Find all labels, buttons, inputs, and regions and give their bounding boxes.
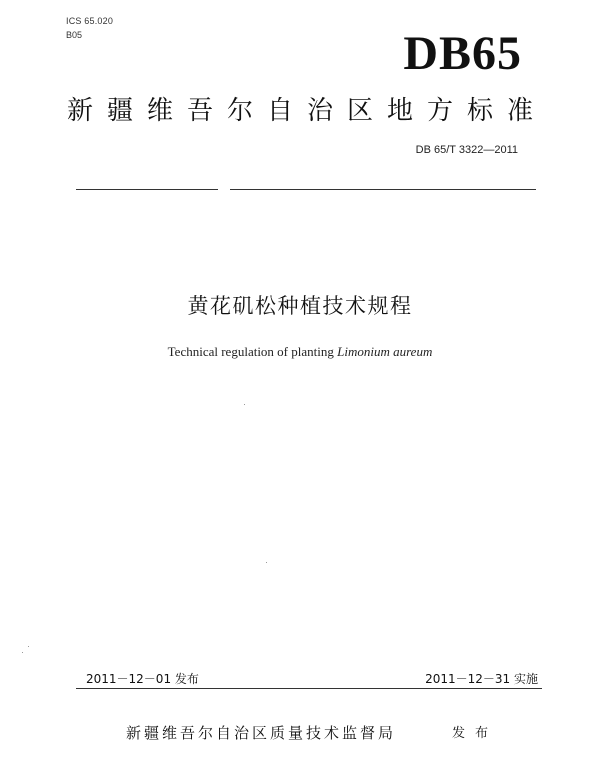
header-divider-gap bbox=[218, 187, 230, 191]
document-subtitle bbox=[0, 344, 600, 360]
scan-speck bbox=[22, 652, 23, 653]
header-divider bbox=[76, 189, 536, 190]
standard-number: DB 65/T 3322—2011 bbox=[415, 144, 518, 156]
ccs-code: B05 bbox=[66, 30, 83, 40]
document-title: 黄花矶松种植技术规程 bbox=[187, 294, 413, 318]
implement-date: 2011－12－31 实施 bbox=[425, 672, 538, 686]
scan-speck bbox=[28, 646, 29, 647]
issuing-authority: 新疆维吾尔自治区质量技术监督局 bbox=[126, 724, 397, 742]
subtitle-latin-name: Limonium aureum bbox=[337, 344, 433, 359]
db-code: DB65 bbox=[403, 27, 522, 80]
subtitle-text: Technical regulation of planting bbox=[167, 344, 338, 359]
scan-speck bbox=[266, 562, 267, 563]
issue-label: 发布 bbox=[452, 726, 499, 741]
footer-divider bbox=[76, 688, 542, 689]
standard-name: 新疆维吾尔自治区地方标准 bbox=[66, 96, 547, 126]
publish-date: 2011－12－01 发布 bbox=[86, 672, 199, 686]
ics-code: ICS 65.020 bbox=[66, 16, 114, 26]
scan-speck bbox=[244, 404, 245, 405]
